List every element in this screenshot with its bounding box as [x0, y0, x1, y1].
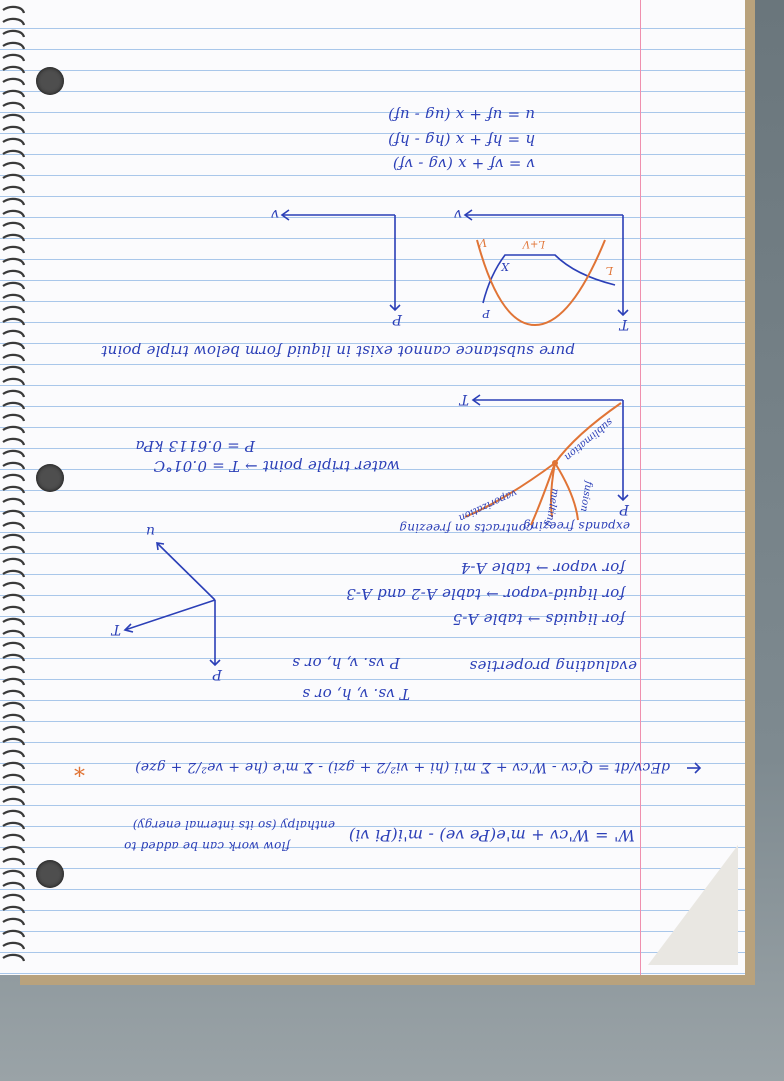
note-work-equation: W' = W'cv + m'e(Pe ve) - m'i(Pi vi): [348, 826, 635, 845]
note-flow-work-2: enthalpy (so its internal energy): [132, 818, 335, 832]
curve-label-vaporization: vaporization: [456, 486, 519, 524]
note-liquid-vapor-table: for liquid-vapor → table A-2 and A-3: [345, 585, 625, 603]
note-quality-u: u = uf + x (ug - uf): [387, 106, 535, 124]
note-expands-freezing: expands freezing: [522, 519, 630, 533]
note-triple-point-t: water triple point → T = 0.01°C: [153, 457, 400, 475]
star-marker: *: [73, 754, 85, 779]
axis-label-t-1: T: [111, 621, 121, 637]
bullet-arrow: [687, 763, 700, 773]
curve-label-fusion: fusion: [577, 480, 594, 513]
note-vapor-table: for vapor → table A-4: [460, 559, 625, 577]
curve-label-sublimation: sublimation: [562, 415, 615, 463]
axis-label-v-2: v: [271, 206, 279, 222]
note-triple-point-p: P = 0.6113 kPa: [135, 437, 255, 455]
axes-sketch-ptu: [125, 543, 220, 665]
axis-label-p-2: P: [619, 501, 629, 517]
note-flow-work-1: flow work can be added to: [123, 839, 290, 853]
curve-label-melting: melting: [542, 487, 561, 528]
note-contracts-freezing: contracts on freezing: [399, 521, 533, 535]
axis-label-p-1: P: [212, 666, 222, 682]
page-curl: [648, 845, 738, 965]
note-energy-balance: dEcv/dt = Q'cv - W'cv + Σ m'i (hi + vi²/2 + gzi) - Σ m'e (he + ve²/2 + gze): [134, 759, 670, 775]
note-t-vs: T vs. v, h, or s: [302, 685, 410, 703]
quality-marker: X: [501, 260, 509, 273]
region-label-lv: L+V: [522, 238, 545, 249]
axis-label-u: u: [145, 523, 155, 539]
region-label-vapor: V: [479, 236, 487, 249]
note-liquids-table: for liquids → table A-5: [452, 610, 625, 628]
pressure-line-label: P: [482, 307, 490, 320]
note-pure-substance: pure substance cannot exist in liquid form below triple point: [101, 342, 575, 360]
note-evaluating-properties: evaluating properties: [469, 657, 637, 675]
axis-label-p-3: P: [392, 311, 402, 327]
axis-label-t-2: T: [459, 391, 469, 407]
axis-label-v-1: v: [454, 206, 462, 222]
note-p-vs: P vs. v, h, or s: [292, 654, 400, 672]
pv-axes: [282, 210, 400, 310]
region-label-liquid: L: [605, 264, 613, 277]
note-quality-v: v = vf + x (vg - vf): [392, 155, 535, 173]
note-quality-h: h = hf + x (hg - hf): [387, 131, 535, 149]
axis-label-t-3: T: [619, 316, 629, 332]
